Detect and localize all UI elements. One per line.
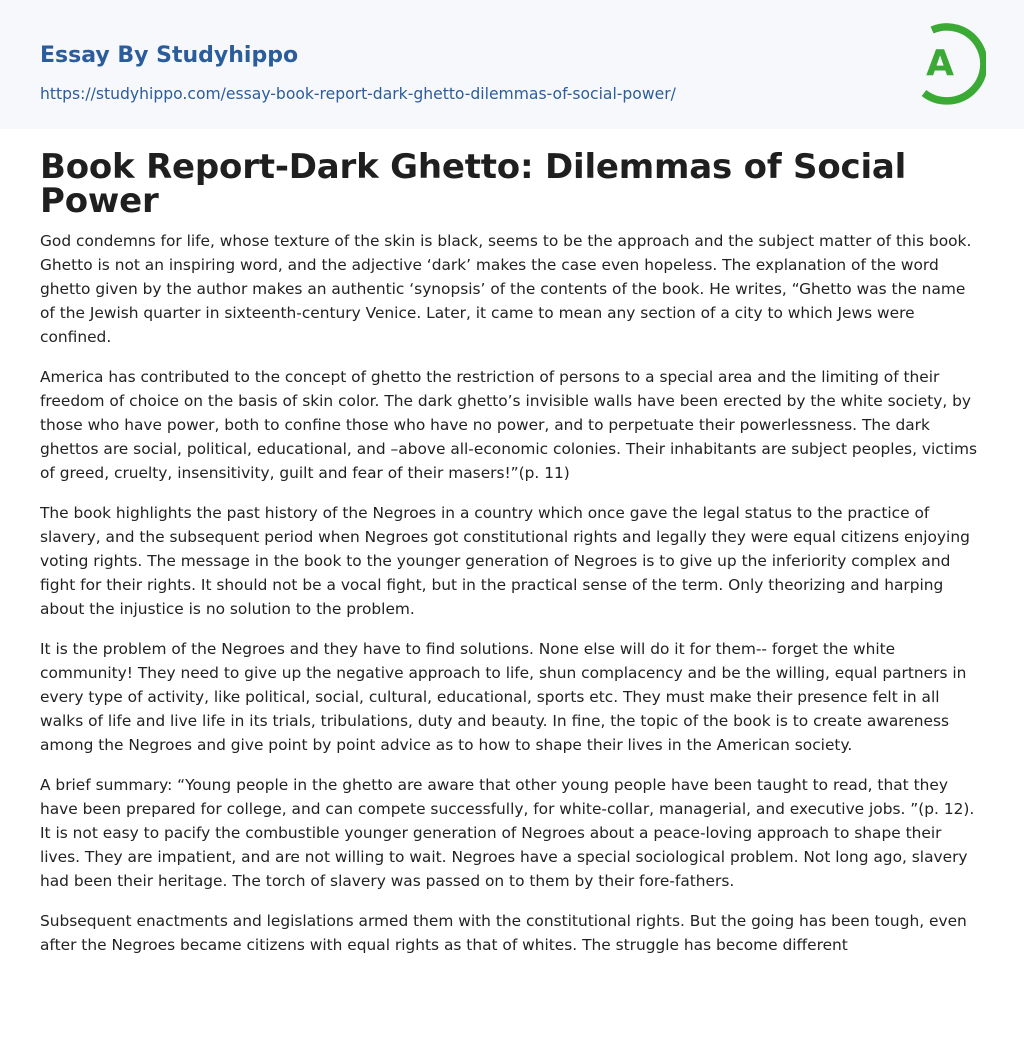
logo-letter: A [926,43,954,84]
article-paragraph: A brief summary: “Young people in the ghetto are aware that other young people have been taught to read, that they have been prepared for college, and can compete successfully, for white-collar, managerial, and executive jobs. ”(p. 12). It is not easy to pacify the combustible younger generation of Negroes about a peace-loving approach to shape their lives. They are impatient, and are not willing to wait. Negroes have a special sociological problem. Not long ago, slavery had been their heritage. The torch of slavery was passed on to them by their fore-fathers. [40,776,975,890]
article-body [40,229,985,981]
studyhippo-logo-icon[interactable] [912,19,986,105]
article-title: Book Report-Dark Ghetto: Dilemmas of Social Power [40,147,907,221]
article-paragraph: God condemns for life, whose texture of the skin is black, seems to be the approach and the subject matter of this book. Ghetto is not an inspiring word, and the adjective ‘dark’ makes the case even hopeless. The explanation of the word ghetto given by the author makes an authentic ‘synopsis’ of the contents of the book. He writes, “Ghetto was the name of the Jewish quarter in sixteenth-century Venice. Later, it came to mean any section of a city to which Jews were confined. [40,232,972,346]
essay-url-link[interactable]: https://studyhippo.com/essay-book-report-dark-ghetto-dilemmas-of-social-power/ [40,85,676,103]
article-paragraph: America has contributed to the concept of ghetto the restriction of persons to a special area and the limiting of their freedom of choice on the basis of skin color. The dark ghetto’s invisible walls have been erected by the white society, by those who have power, both to confine those who have no power, and to perpetuate their powerlessness. The dark ghettos are social, political, educational, and –above all-economic colonies. Their inhabitants are subject peoples, victims of greed, cruelty, insensitivity, guilt and fear of their masers!”(p. 11) [40,368,978,482]
article-paragraph: Subsequent enactments and legislations armed them with the constitutional rights. But the going has been tough, even after the Negroes became citizens with equal rights as that of whites. The struggle has become different [40,912,967,954]
article-paragraph: The book highlights the past history of the Negroes in a country which once gave the legal status to the practice of slavery, and the subsequent period when Negroes got constitutional rights and legally they were equal citizens enjoying voting rights. The message in the book to the younger generation of Negroes is to give up the inferiority complex and fight for their rights. It should not be a vocal fight, but in the practical sense of the term. Only theorizing and harping about the injustice is no solution to the problem. [40,504,970,618]
site-brand[interactable]: Essay By Studyhippo [40,43,299,68]
site-header [0,0,1024,129]
article-paragraph: It is the problem of the Negroes and they have to find solutions. None else will do it for them-- forget the white community! They need to give up the negative approach to life, shun complacency and be the willing, equal partners in every type of activity, like political, social, cultural, educational, sports etc. They must make their presence felt in all walks of life and live life in its trials, tribulations, duty and beauty. In fine, the topic of the book is to create awareness among the Negroes and give point by point advice as to how to shape their lives in the American society. [40,640,967,754]
